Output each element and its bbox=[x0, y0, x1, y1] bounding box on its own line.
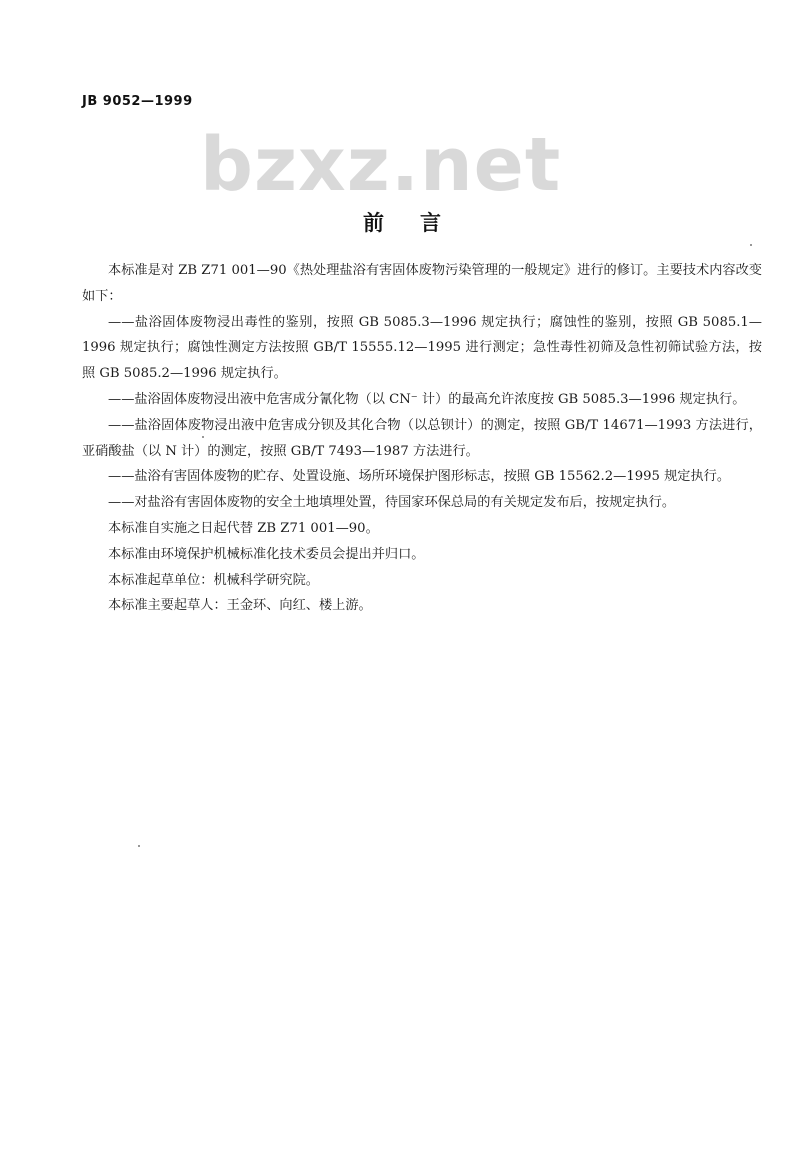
paragraph-landfill: ——对盐浴有害固体废物的安全土地填埋处置，待国家环保总局的有关规定发布后，按规定执行。 bbox=[108, 495, 676, 511]
paragraph-drafting-unit: 本标准起草单位：机械科学研究院。 bbox=[108, 572, 319, 588]
paragraph-storage-signs: ——盐浴有害固体废物的贮存、处置设施、场所环境保护图形标志，按照 GB 15562.2—1995 规定执行。 bbox=[108, 469, 731, 485]
paragraph-replaces: 本标准自实施之日起代替 ZB Z71 001—90。 bbox=[108, 520, 379, 536]
paragraph-leaching-toxicity: ——盐浴固体废物浸出毒性的鉴别，按照 GB 5085.3—1996 规定执行；腐蚀性的鉴别，按照 GB 5085.1—1996 规定执行；腐蚀性测定方法按照 GB/T 15555.12—1995 进行测定；急性毒性初筛及急性初筛试验方法，按照 GB 5085.2—1996 规定执行。 bbox=[82, 314, 762, 382]
foreword-body bbox=[82, 258, 762, 619]
watermark: bzxz.net bbox=[200, 122, 562, 208]
page-title: 前言 bbox=[363, 211, 477, 235]
paragraph-cyanide: ——盐浴固体废物浸出液中危害成分氰化物（以 CN⁻ 计）的最高允许浓度按 GB 5085.3—1996 规定执行。 bbox=[108, 391, 746, 407]
scan-speck bbox=[138, 845, 140, 847]
paragraph-intro: 本标准是对 ZB Z71 001—90《热处理盐浴有害固体废物污染管理的一般规定》进行的修订。主要技术内容改变如下： bbox=[82, 263, 762, 304]
paragraph-proposed-by: 本标准由环境保护机械标准化技术委员会提出并归口。 bbox=[108, 546, 425, 562]
scan-speck bbox=[202, 436, 204, 438]
scan-speck bbox=[750, 244, 752, 246]
paragraph-drafters: 本标准主要起草人：王金环、向红、楼上游。 bbox=[108, 598, 372, 614]
paragraph-barium-nitrite: ——盐浴固体废物浸出液中危害成分钡及其化合物（以总钡计）的测定，按照 GB/T 14671—1993 方法进行，亚硝酸盐（以 N 计）的测定，按照 GB/T 7493—1987 方法进行。 bbox=[82, 417, 762, 459]
standard-code: JB 9052—1999 bbox=[82, 94, 193, 109]
